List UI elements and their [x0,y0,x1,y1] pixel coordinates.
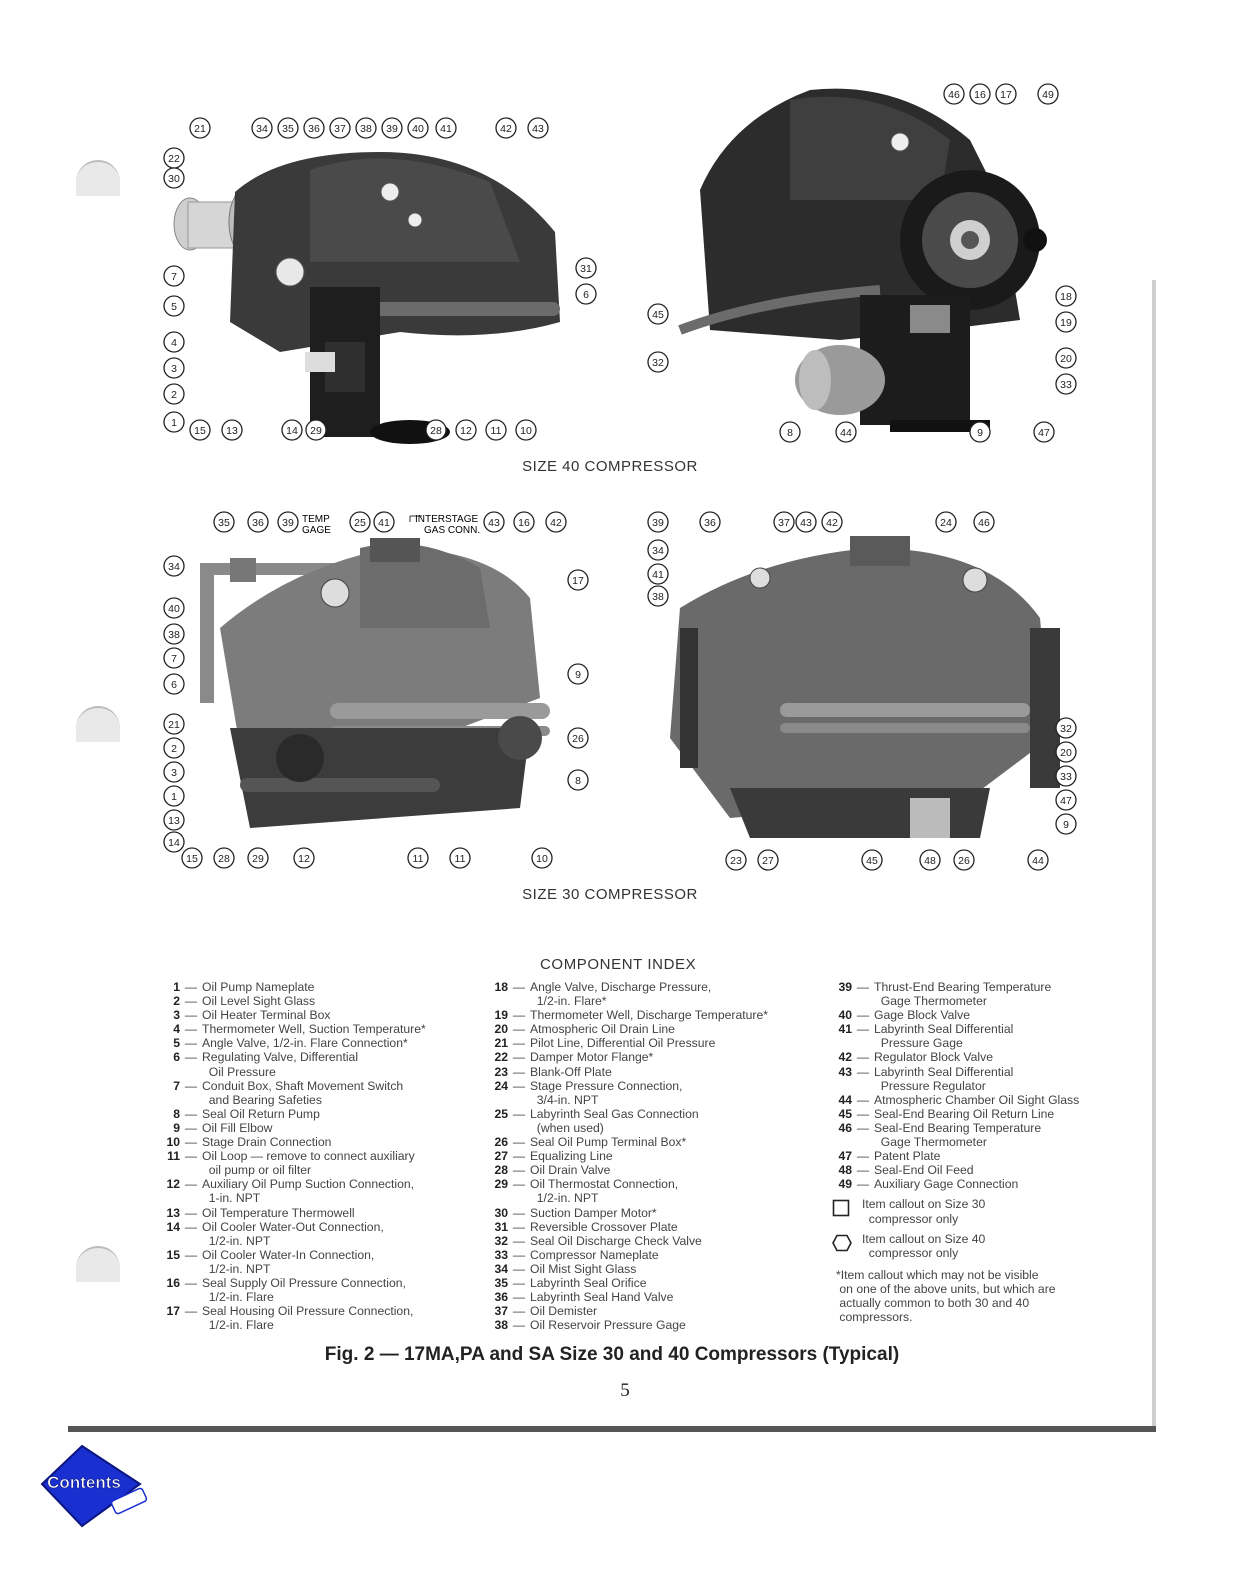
callout-1 [164,412,184,432]
callout-43 [796,512,816,532]
callout-5 [164,296,184,316]
svg-text:33: 33 [1060,379,1072,391]
svg-text:38: 38 [652,591,664,603]
callout-18 [1056,286,1076,306]
svg-text:8: 8 [575,775,581,787]
callout-29 [306,420,326,440]
callout-8 [568,770,588,790]
svg-text:42: 42 [550,517,562,529]
callout-11 [486,420,506,440]
svg-text:26: 26 [958,855,970,867]
callout-36 [304,118,324,138]
index-column-1 [160,980,480,1332]
svg-text:34: 34 [168,561,180,573]
callout-30 [164,168,184,188]
callout-12 [456,420,476,440]
index-entry: 31 — Reversible Crossover Plate [494,1219,678,1234]
callout-48 [920,850,940,870]
index-entry: 48 — Seal-End Oil Feed [838,1163,974,1178]
callout-37 [774,512,794,532]
callout-32 [1056,718,1076,738]
callout-45 [648,304,668,324]
index-entry: 35 — Labyrinth Seal Orifice [494,1275,647,1290]
callout-46 [944,84,964,104]
svg-text:6: 6 [171,679,177,691]
index-entry: 4 — Thermometer Well, Suction Temperature* [173,1022,426,1037]
callout-35 [214,512,234,532]
svg-text:11: 11 [490,425,502,437]
svg-text:34: 34 [256,123,268,135]
index-entry: 2 — Oil Level Sight Glass [173,994,316,1009]
svg-text:26: 26 [572,733,584,745]
index-entry: 1 — Oil Pump Nameplate [173,980,315,994]
index-column-2 [488,980,823,1332]
callout-3 [164,762,184,782]
callout-40 [408,118,428,138]
index-entry: 10 — Stage Drain Connection [166,1135,332,1150]
svg-text:10: 10 [520,425,532,437]
callout-10 [532,848,552,868]
callout-41 [648,564,668,584]
svg-text:36: 36 [252,517,264,529]
svg-text:28: 28 [430,425,442,437]
index-entry: 20 — Atmospheric Oil Drain Line [494,1022,675,1037]
index-entry: 27 — Equalizing Line [494,1149,613,1164]
callout-17 [996,84,1016,104]
index-entry: 17 — Seal Housing Oil Pressure Connection, 1/2-in. Flare [166,1304,414,1333]
svg-text:35: 35 [218,517,230,529]
callout-36 [248,512,268,532]
callout-15 [182,848,202,868]
callout-37 [330,118,350,138]
index-entry: 13 — Oil Temperature Thermowell [166,1205,355,1220]
callout-9 [970,422,990,442]
callout-13 [222,420,242,440]
svg-text:17: 17 [572,575,584,587]
svg-text:1: 1 [171,791,177,803]
svg-text:37: 37 [778,517,790,529]
label-interstage-line1: INTERSTAGE [415,514,479,525]
svg-text:48: 48 [924,855,936,867]
callout-20 [1056,742,1076,762]
callout-11 [408,848,428,868]
svg-text:24: 24 [940,517,952,529]
callout-47 [1056,790,1076,810]
callout-27 [758,850,778,870]
index-entry: 47 — Patent Plate [838,1149,941,1164]
svg-text:35: 35 [282,123,294,135]
svg-text:32: 32 [652,357,664,369]
index-entry: 44 — Atmospheric Chamber Oil Sight Glass [838,1092,1080,1107]
svg-text:43: 43 [532,123,544,135]
index-entry: 23 — Blank-Off Plate [494,1064,612,1079]
svg-text:27: 27 [762,855,774,867]
index-entry: 18 — Angle Valve, Discharge Pressure, 1/2-in. Flare* [494,980,712,1009]
callout-19 [1056,312,1076,332]
index-entry: 43 — Labyrinth Seal Differential Pressure Regulator [838,1064,1014,1093]
callout-6 [164,674,184,694]
callout-12 [294,848,314,868]
callout-7 [164,648,184,668]
page-edge-right [1152,280,1156,1430]
index-entry: 19 — Thermometer Well, Discharge Temperature* [494,1008,768,1023]
index-entry: 7 — Conduit Box, Shaft Movement Switch and Bearing Safeties [173,1078,404,1107]
callout-47 [1034,422,1054,442]
svg-text:4: 4 [171,337,177,349]
svg-text:25: 25 [354,517,366,529]
svg-text:29: 29 [252,853,264,865]
svg-text:45: 45 [866,855,878,867]
svg-text:10: 10 [536,853,548,865]
callout-38 [164,624,184,644]
svg-text:36: 36 [704,517,716,529]
callout-35 [278,118,298,138]
svg-text:2: 2 [171,743,177,755]
callout-42 [546,512,566,532]
index-entry: 32 — Seal Oil Discharge Check Valve [494,1233,702,1248]
svg-text:49: 49 [1042,89,1054,101]
index-entry: 36 — Labyrinth Seal Hand Valve [494,1290,674,1305]
callout-1 [164,786,184,806]
index-entry: 34 — Oil Mist Sight Glass [494,1261,637,1276]
callout-34 [164,556,184,576]
svg-text:13: 13 [168,815,180,827]
callout-28 [214,848,234,868]
callout-25 [350,512,370,532]
svg-text:21: 21 [168,719,180,731]
callout-31 [576,258,596,278]
svg-text:18: 18 [1060,291,1072,303]
svg-text:36: 36 [308,123,320,135]
svg-text:44: 44 [1032,855,1044,867]
callout-20 [1056,348,1076,368]
svg-text:5: 5 [171,301,177,313]
callout-14 [282,420,302,440]
callout-43 [528,118,548,138]
callout-39 [278,512,298,532]
svg-text:42: 42 [500,123,512,135]
callout-42 [496,118,516,138]
callout-6 [576,284,596,304]
index-entry: 21 — Pilot Line, Differential Oil Pressure [494,1036,716,1051]
callout-33 [1056,374,1076,394]
callout-14 [164,832,184,852]
svg-text:31: 31 [580,263,592,275]
svg-text:40: 40 [412,123,424,135]
svg-text:44: 44 [840,427,852,439]
svg-text:39: 39 [282,517,294,529]
svg-text:16: 16 [518,517,530,529]
index-entry: 16 — Seal Supply Oil Pressure Connection, 1/2-in. Flare [166,1275,406,1305]
compressor-illustration [670,536,1060,838]
callout-22 [164,148,184,168]
index-entry: 22 — Damper Motor Flange* [494,1050,654,1065]
svg-text:3: 3 [171,767,177,779]
index-entry: 29 — Oil Thermostat Connection, 1/2-in. NPT [494,1177,679,1206]
callout-41 [374,512,394,532]
svg-text:43: 43 [488,517,500,529]
index-entry: 39 — Thrust-End Bearing Temperature Gage Thermometer [838,980,1052,1009]
svg-text:9: 9 [575,669,581,681]
callout-3 [164,358,184,378]
index-entry: 26 — Seal Oil Pump Terminal Box* [494,1135,687,1150]
svg-text:15: 15 [194,425,206,437]
svg-text:39: 39 [652,517,664,529]
svg-text:17: 17 [1000,89,1012,101]
callout-26 [954,850,974,870]
index-entry: 42 — Regulator Block Valve [838,1050,993,1065]
svg-text:28: 28 [218,853,230,865]
svg-text:29: 29 [310,425,322,437]
index-entry: 24 — Stage Pressure Connection, 3/4-in. NPT [494,1078,683,1107]
callout-42 [822,512,842,532]
binder-hole-middle [76,706,120,742]
callout-23 [726,850,746,870]
svg-text:32: 32 [1060,723,1072,735]
callout-32 [648,352,668,372]
size40-left-photo [160,112,592,452]
svg-text:6: 6 [583,289,589,301]
index-entry: 12 — Auxiliary Oil Pump Suction Connection, 1-in. NPT [166,1177,415,1206]
callout-45 [862,850,882,870]
svg-text:33: 33 [1060,771,1072,783]
callout-39 [382,118,402,138]
page-edge-bottom [68,1426,1156,1432]
callout-28 [426,420,446,440]
svg-text:20: 20 [1060,353,1072,365]
contents-button[interactable] [40,1444,150,1528]
svg-text:39: 39 [386,123,398,135]
callout-38 [356,118,376,138]
figure-caption: Fig. 2 — 17MA,PA and SA Size 30 and 40 Compressors (Typical) [324,1344,900,1365]
svg-text:42: 42 [826,517,838,529]
callout-21 [164,714,184,734]
binder-hole-top [76,160,120,196]
callout-24 [936,512,956,532]
svg-text:21: 21 [194,123,206,135]
callout-17 [568,570,588,590]
label-interstage-line2: GAS CONN. [424,525,481,536]
page-number: 5 [620,1380,630,1401]
svg-text:19: 19 [1060,317,1072,329]
svg-text:46: 46 [948,89,960,101]
index-entry: 45 — Seal-End Bearing Oil Return Line [838,1106,1055,1121]
callout-8 [780,422,800,442]
callout-34 [648,540,668,560]
index-entry: 9 — Oil Fill Elbow [173,1120,273,1135]
label-temp-gage-line1: TEMP [302,514,330,525]
size40-right-photo [640,80,1080,450]
size30-right-photo [640,508,1080,878]
svg-text:37: 37 [334,123,346,135]
svg-text:38: 38 [360,123,372,135]
svg-text:45: 45 [652,309,664,321]
callout-2 [164,738,184,758]
callout-40 [164,598,184,618]
callout-41 [436,118,456,138]
svg-text:7: 7 [171,271,177,283]
callout-9 [568,664,588,684]
callout-46 [974,512,994,532]
callout-16 [514,512,534,532]
footnote: *Item callout which may not be visible on one of the above units, but which are actually common to both 30 and 40 compressors. [836,1267,1056,1325]
index-entry: 28 — Oil Drain Valve [494,1163,611,1178]
index-entry: 15 — Oil Cooler Water-In Connection, 1/2-in. NPT [166,1247,375,1276]
svg-text:2: 2 [171,389,177,401]
hexagon-icon [832,1234,852,1252]
callout-26 [568,728,588,748]
index-entry: 11 — Oil Loop — remove to connect auxiliary oil pump or oil filter [167,1149,415,1178]
svg-text:43: 43 [800,517,812,529]
svg-text:41: 41 [652,569,664,581]
index-entry: 3 — Oil Heater Terminal Box [173,1008,331,1023]
compressor-illustration [200,538,550,828]
svg-text:11: 11 [454,853,466,865]
size30-left-photo [160,508,600,878]
legend-square: Item callout on Size 30 compressor only [832,1197,1132,1225]
svg-text:46: 46 [978,517,990,529]
callout-4 [164,332,184,352]
svg-text:22: 22 [168,153,180,165]
index-entry: 49 — Auxiliary Gage Connection [838,1177,1019,1192]
callout-33 [1056,766,1076,786]
index-entry: 40 — Gage Block Valve [838,1008,970,1023]
square-icon [832,1199,850,1217]
svg-text:7: 7 [171,653,177,665]
index-entry: 38 — Oil Reservoir Pressure Gage [494,1318,686,1333]
svg-text:40: 40 [168,603,180,615]
svg-text:9: 9 [977,427,983,439]
caption-size40: SIZE 40 COMPRESSOR [522,458,698,475]
index-entry: 41 — Labyrinth Seal Differential Pressure Gage [838,1022,1014,1051]
callout-2 [164,384,184,404]
svg-text:41: 41 [440,123,452,135]
callout-38 [648,586,668,606]
index-entry: 33 — Compressor Nameplate [494,1247,659,1262]
svg-text:20: 20 [1060,747,1072,759]
svg-text:11: 11 [412,853,424,865]
callout-49 [1038,84,1058,104]
compressor-illustration [680,89,1047,432]
callout-9 [1056,814,1076,834]
index-entry: 5 — Angle Valve, 1/2-in. Flare Connection* [173,1036,408,1051]
svg-text:23: 23 [730,855,742,867]
label-temp-gage-line2: GAGE [302,525,331,536]
svg-text:47: 47 [1038,427,1050,439]
callout-43 [484,512,504,532]
callout-16 [970,84,990,104]
callout-13 [164,810,184,830]
svg-text:30: 30 [168,173,180,185]
svg-text:1: 1 [171,417,177,429]
index-entry: 8 — Seal Oil Return Pump [173,1106,320,1121]
svg-text:34: 34 [652,545,664,557]
callout-39 [648,512,668,532]
callout-34 [252,118,272,138]
svg-text:15: 15 [186,853,198,865]
index-entry: 46 — Seal-End Bearing Temperature Gage Thermometer [838,1120,1042,1150]
svg-text:38: 38 [168,629,180,641]
legend-hexagon: Item callout on Size 40 compressor only [832,1232,1132,1260]
index-entry: 25 — Labyrinth Seal Gas Connection (when used) [494,1106,699,1135]
compressor-illustration [174,152,560,444]
callout-44 [836,422,856,442]
svg-text:14: 14 [286,425,298,437]
svg-text:41: 41 [378,517,390,529]
svg-text:9: 9 [1063,819,1069,831]
svg-text:47: 47 [1060,795,1072,807]
callout-21 [190,118,210,138]
svg-text:14: 14 [168,837,180,849]
svg-text:12: 12 [460,425,472,437]
binder-hole-bottom [76,1246,120,1282]
index-entry: 6 — Regulating Valve, Differential Oil Pressure [173,1050,359,1079]
callout-7 [164,266,184,286]
index-entry: 14 — Oil Cooler Water-Out Connection, 1/2-in. NPT [166,1219,384,1248]
index-entry: 30 — Suction Damper Motor* [494,1205,657,1220]
caption-size30: SIZE 30 COMPRESSOR [522,886,698,903]
callout-29 [248,848,268,868]
callout-10 [516,420,536,440]
index-column-3 [832,980,1132,1324]
svg-text:12: 12 [298,853,310,865]
index-entry: 37 — Oil Demister [494,1304,598,1319]
component-index-title: COMPONENT INDEX [540,956,697,973]
svg-text:8: 8 [787,427,793,439]
svg-text:16: 16 [974,89,986,101]
svg-text:3: 3 [171,363,177,375]
callout-44 [1028,850,1048,870]
callout-11 [450,848,470,868]
svg-text:13: 13 [226,425,238,437]
callout-15 [190,420,210,440]
callout-36 [700,512,720,532]
contents-label: Contents [47,1473,121,1492]
